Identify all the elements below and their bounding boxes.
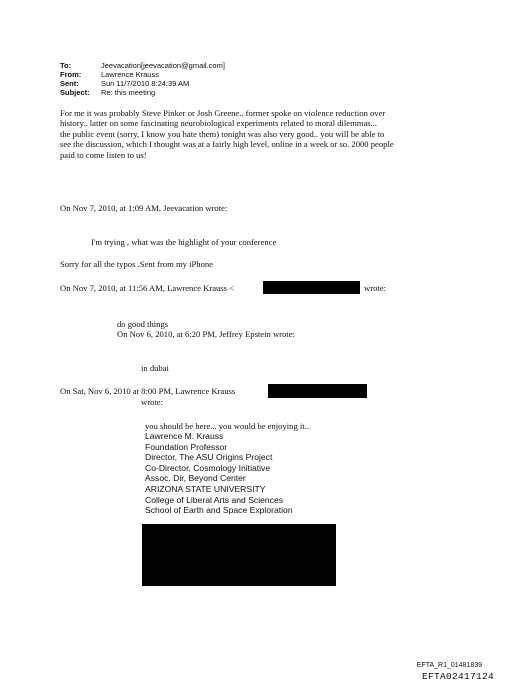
footer-id-secondary: EFTA02417124 bbox=[421, 671, 494, 682]
message-line: the public event (sorry, I know you hate them) tonight was also very good.. you will be able to bbox=[60, 128, 385, 139]
message-line: see the discussion, which I thought was at a fairly high level, online in a week or so. 2000 people bbox=[60, 139, 394, 150]
quote3-text: in dubai bbox=[141, 363, 169, 373]
quote3-header: On Nov 6, 2010, at 6:20 PM, Jeffrey Epstein wrote: bbox=[117, 329, 295, 339]
subject-value: Re: this meeting bbox=[101, 88, 156, 97]
signature-block bbox=[145, 431, 293, 516]
message-line: paid to come listen to us! bbox=[60, 149, 147, 160]
redaction-box bbox=[268, 384, 367, 398]
subject-label: Subject: bbox=[60, 88, 90, 97]
message-body bbox=[60, 108, 394, 160]
quote2-wrote: wrote: bbox=[364, 283, 386, 293]
from-value: Lawrence Krauss bbox=[101, 70, 159, 79]
redaction-box bbox=[263, 281, 360, 294]
message-line: For me it was probably Steve Pinker or Josh Greene.. former spoke on violence reduction over bbox=[60, 108, 386, 118]
signature-line: Foundation Professor bbox=[145, 441, 228, 452]
quote1-signature: Sorry for all the typos .Sent from my iPhone bbox=[60, 259, 214, 269]
signature-line: School of Earth and Space Exploration bbox=[145, 505, 293, 516]
signature-line: ARIZONA STATE UNIVERSITY bbox=[145, 483, 266, 494]
message-line: history.. latter on some fascinating neurobiological experiments related to moral dilemmas... bbox=[60, 118, 378, 129]
signature-line: Co-Director, Cosmology Initiative bbox=[145, 462, 271, 473]
quote4-wrote: wrote: bbox=[141, 397, 163, 407]
quote2-text: do good things bbox=[117, 319, 169, 329]
signature-line: College of Liberal Arts and Sciences bbox=[145, 494, 284, 505]
signature-line: Lawrence M. Krauss bbox=[145, 431, 224, 441]
quote1-header: On Nov 7, 2010, at 1:09 AM, Jeevacation wrote: bbox=[60, 203, 228, 213]
quote4-header: On Sat, Nov 6, 2010 at 8:00 PM, Lawrence Krauss bbox=[60, 386, 236, 396]
quote1-text: I'm trying , what was the highlight of your conference bbox=[91, 237, 277, 247]
signature-line: Assoc. Dir, Beyond Center bbox=[145, 473, 246, 484]
footer-id-primary: EFTA_R1_01481839 bbox=[416, 662, 482, 669]
quote2-header: On Nov 7, 2010, at 11:56 AM, Lawrence Krauss < bbox=[60, 283, 234, 293]
from-label: From: bbox=[60, 70, 82, 79]
sent-label: Sent: bbox=[60, 79, 79, 88]
sent-value: Sun 11/7/2010 8:24:39 AM bbox=[101, 79, 190, 88]
to-label: To: bbox=[60, 61, 72, 70]
signature-line: Director, The ASU Origins Project bbox=[145, 452, 273, 463]
redaction-box bbox=[142, 524, 336, 586]
quote4-text: you should be here... you would be enjoying it.. bbox=[145, 421, 309, 431]
to-value: Jeevacation[jeevacation@gmail.com] bbox=[101, 61, 225, 70]
